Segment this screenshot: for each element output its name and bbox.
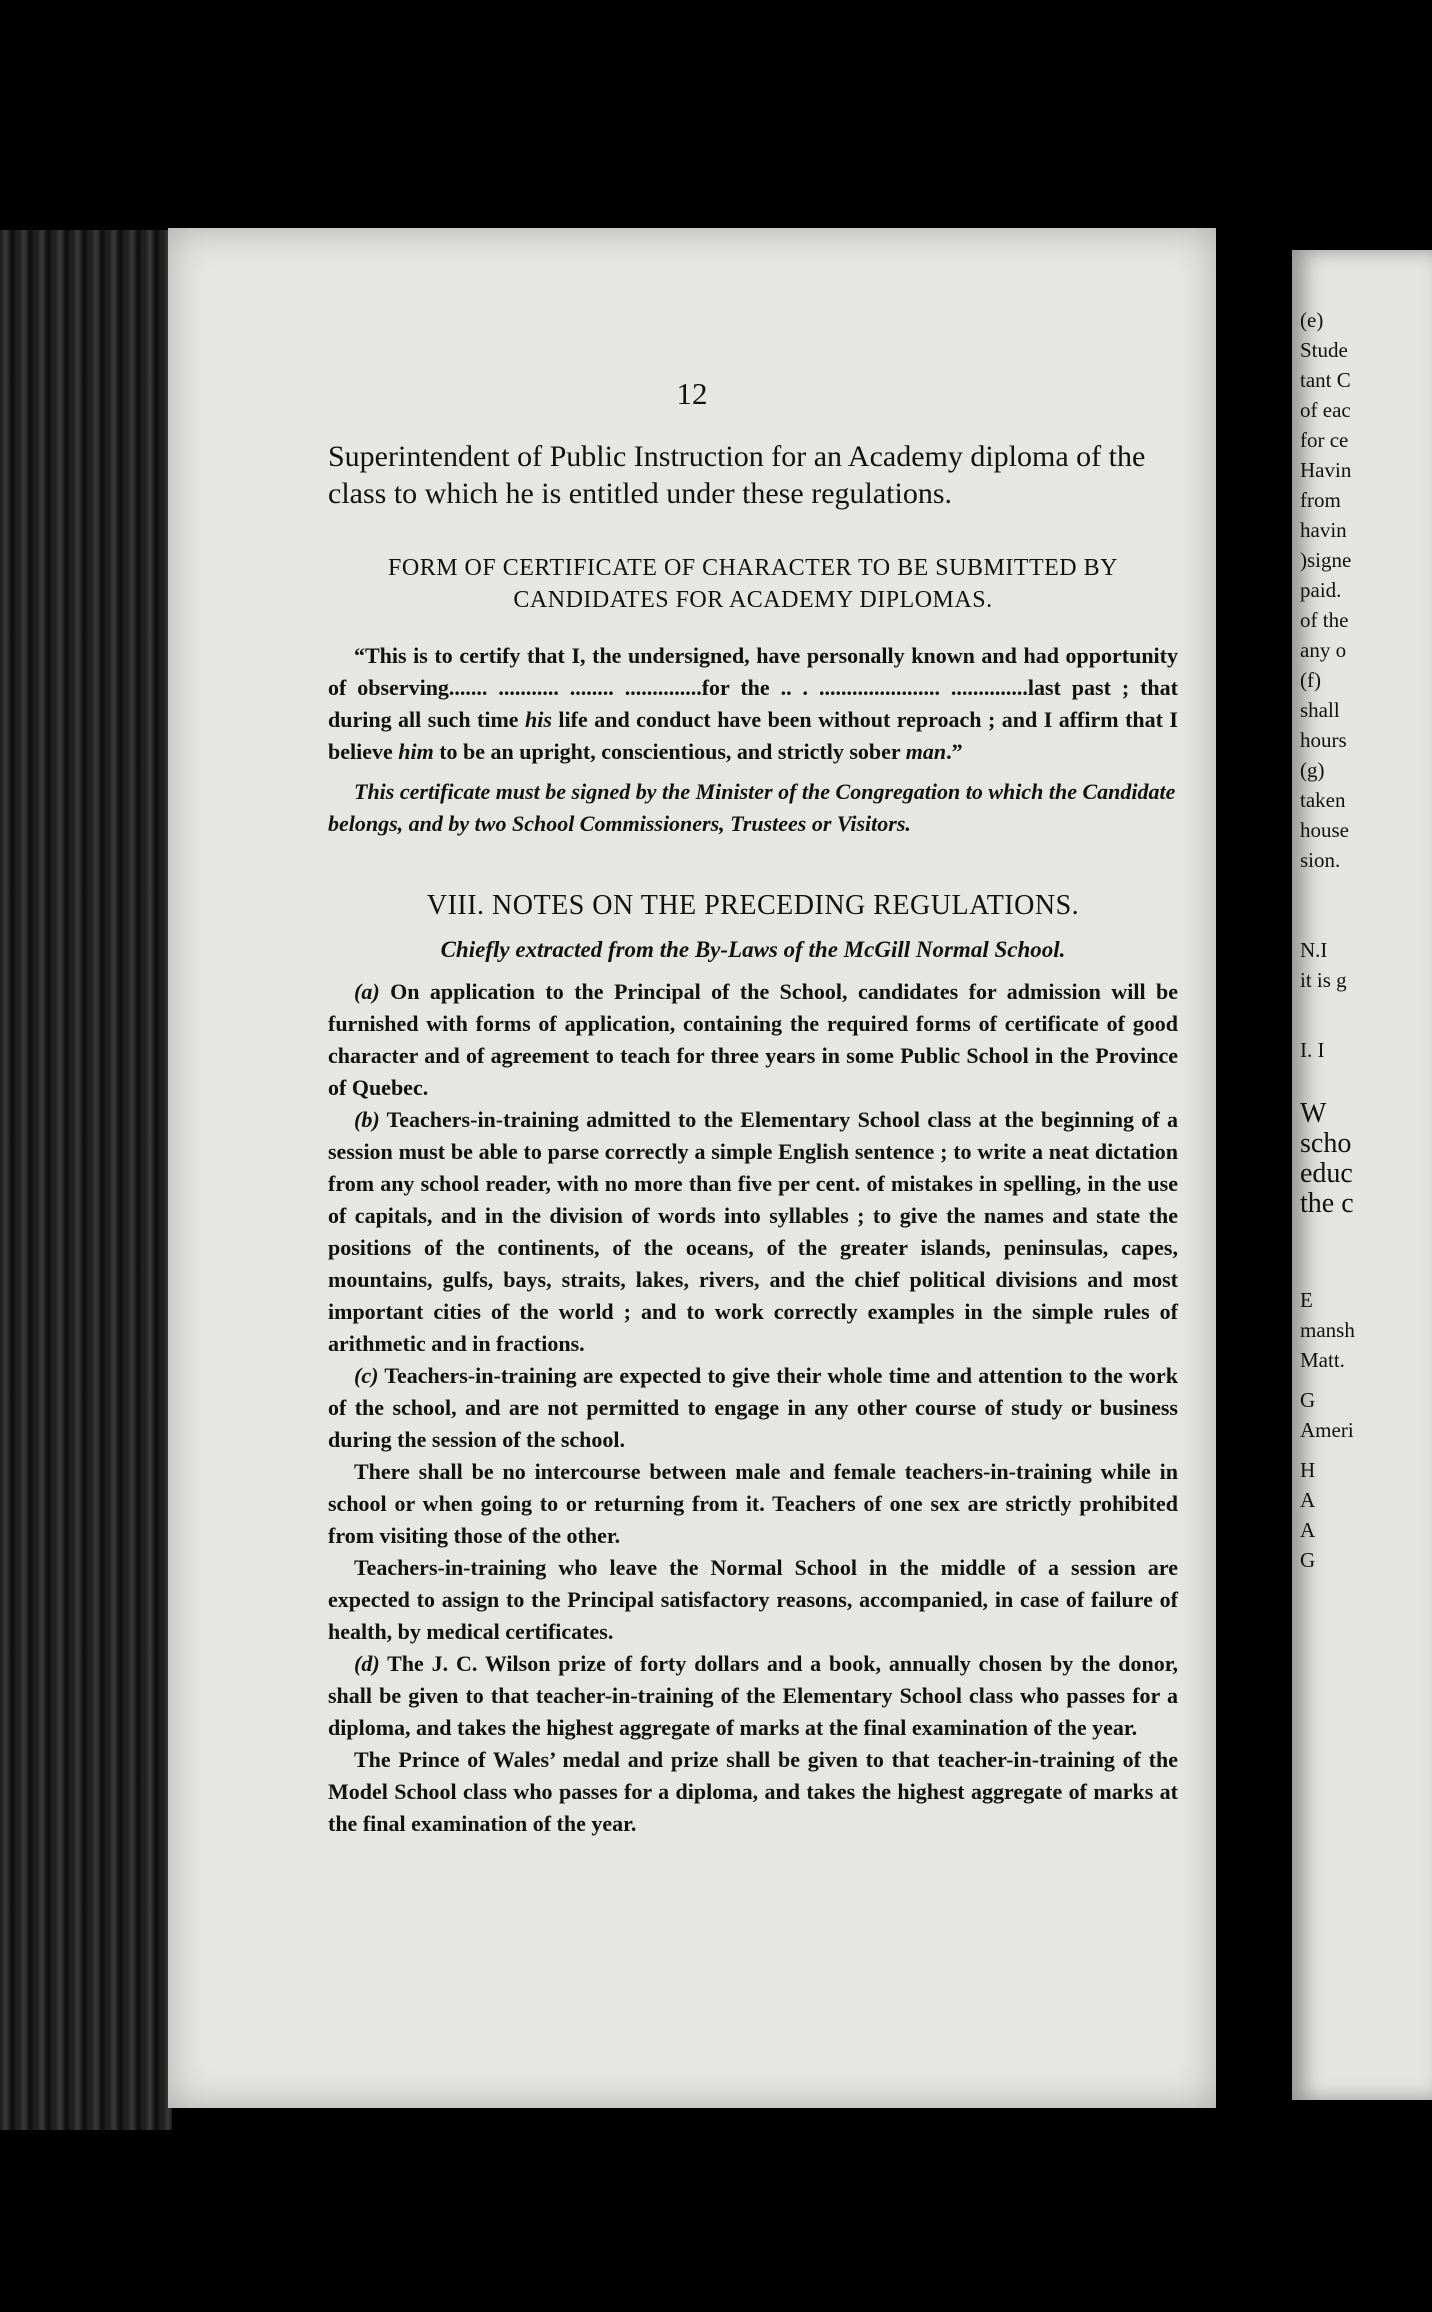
facing-page-fragment: from [1300,488,1341,512]
certificate-part-3: to be an upright, conscientious, and strictly sober [433,739,906,764]
facing-page-fragment: the c [1300,1188,1354,1219]
regulation-paragraphs [328,976,1178,1840]
facing-page-fragment: (g) [1300,758,1325,782]
facing-page-fragment: taken [1300,788,1346,812]
regulation-paragraph [328,976,1178,1104]
paragraph-text: The Prince of Wales’ medal and prize shall be given to that teacher-in-training of the Model School class who passes for a diploma, and takes the highest aggregate of marks at the final examination of the year. [328,1747,1178,1836]
facing-page-fragment: of eac [1300,398,1351,422]
facing-page-fragment: tant C [1300,368,1351,392]
certificate-part-2: life and conduct have been without reproach ; and I affirm that I believe [328,707,1178,764]
paragraph-text: Teachers-in-training admitted to the Elementary School class at the beginning of a session must be able to parse correctly a simple English sentence ; to write a neat dictation from any school reader, with no more than five per cent. of mistakes in spelling, in the use of capitals, and in the division of words into syllables ; to give the names and state the positions of the continents, of the oceans, of the greater islands, peninsulas, capes, mountains, gulfs, bays, straits, lakes, rivers, and the chief political divisions and most important cities of the world ; and to work correctly examples in the simple rules of arithmetic and in fractions. [328,1107,1178,1356]
facing-page-fragment: Stude [1300,338,1348,362]
facing-page-fragment: for ce [1300,428,1349,452]
certificate-part-4: .” [946,739,963,764]
certificate-man: man [905,739,947,764]
facing-page-fragment: E [1300,1288,1313,1312]
paragraph-marker: (d) [354,1651,380,1676]
facing-page-fragment: shall [1300,698,1340,722]
regulation-paragraph [328,1744,1178,1840]
facing-page-fragment: sion. [1300,848,1341,872]
certificate-note: This certificate must be signed by the Minister of the Congregation to which the Candidate belongs, and by two School Commissioners, Trustees or Visitors. [328,779,1176,836]
paragraph-text: On application to the Principal of the School, candidates for admission will be furnished with forms of application, containing the required forms of certificate of good character and of agreement to teach for three years in some Public School in the Province of Quebec. [328,979,1178,1100]
paragraph-marker: (b) [354,1107,380,1132]
facing-page-fragment: G [1300,1548,1316,1572]
paragraph-text: Teachers-in-training are expected to give their whole time and attention to the work of the school, and are not permitted to engage in any other course of study or business during the session of the school. [328,1363,1178,1452]
page-number: 12 [676,376,708,411]
facing-page-fragment: Matt. [1300,1348,1345,1372]
book-spine [0,230,172,2130]
section-heading: VIII. NOTES ON THE PRECEDING REGULATIONS. [426,890,1080,921]
facing-page-fragment: H [1300,1458,1316,1482]
facing-page-fragment: W [1300,1098,1327,1129]
form-heading: FORM OF CERTIFICATE OF CHARACTER TO BE SUBMITTED BY CANDIDATES FOR ACADEMY DIPLOMAS. [388,555,1118,613]
page-content [328,438,1178,1840]
regulation-paragraph [328,1456,1178,1552]
facing-page-fragment: )signe [1300,548,1352,572]
facing-page-fragment: it is g [1300,968,1347,992]
facing-page-fragment: (f) [1300,668,1321,692]
facing-page-fragment: Havin [1300,458,1352,482]
facing-page-fragment: (e) [1300,308,1324,332]
facing-page-fragment: hours [1300,728,1347,752]
regulation-paragraph [328,1648,1178,1744]
facing-page-fragment: house [1300,818,1349,842]
lead-paragraph: Superintendent of Public Instruction for an Academy diploma of the class to which he is entitled under these regulations. [328,440,1146,510]
facing-page-fragment: havin [1300,518,1347,542]
facing-page-fragment: A [1300,1488,1316,1512]
facing-page-fragment: any o [1300,638,1347,662]
facing-page-fragment: N.I [1300,938,1328,962]
facing-page-fragment: A [1300,1518,1316,1542]
certificate-him: him [398,739,434,764]
facing-page-fragment: Ameri [1300,1418,1354,1442]
facing-page-fragment: mansh [1300,1318,1355,1342]
facing-page-fragment: G [1300,1388,1316,1412]
certificate-text [328,640,1178,768]
book-page [168,228,1216,2108]
paragraph-text: There shall be no intercourse between male and female teachers-in-training while in school or when going to or returning from it. Teachers of one sex are strictly prohibited from visiting those of the other. [328,1459,1178,1548]
paragraph-text: Teachers-in-training who leave the Normal School in the middle of a session are expected to assign to the Principal satisfactory reasons, accompanied, in case of failure of health, by medical certificates. [328,1555,1178,1644]
paragraph-marker: (a) [354,979,380,1004]
regulation-paragraph [328,1360,1178,1456]
section-subheading: Chiefly extracted from the By-Laws of the McGill Normal School. [440,937,1066,962]
regulation-paragraph [328,1104,1178,1360]
facing-page-fragment: of the [1300,608,1349,632]
certificate-part-1: “This is to certify that I, the undersigned, have personally known and had opportunity of observing....... ........... ........ ..............for the .. . ...................... ..............last past ; that during all such time [328,643,1178,732]
certificate-his: his [525,707,552,732]
facing-page-fragment: paid. [1300,578,1342,602]
facing-page-edge [1292,250,1432,2100]
facing-page-fragment: scho [1300,1128,1352,1159]
facing-page-fragment: I. I [1300,1038,1325,1062]
paragraph-text: The J. C. Wilson prize of forty dollars and a book, annually chosen by the donor, shall be given to that teacher-in-training of the Elementary School class who passes for a diploma, and takes the highest aggregate of marks at the final examination of the year. [328,1651,1178,1740]
paragraph-marker: (c) [354,1363,379,1388]
regulation-paragraph [328,1552,1178,1648]
facing-page-fragment: educ [1300,1158,1353,1189]
